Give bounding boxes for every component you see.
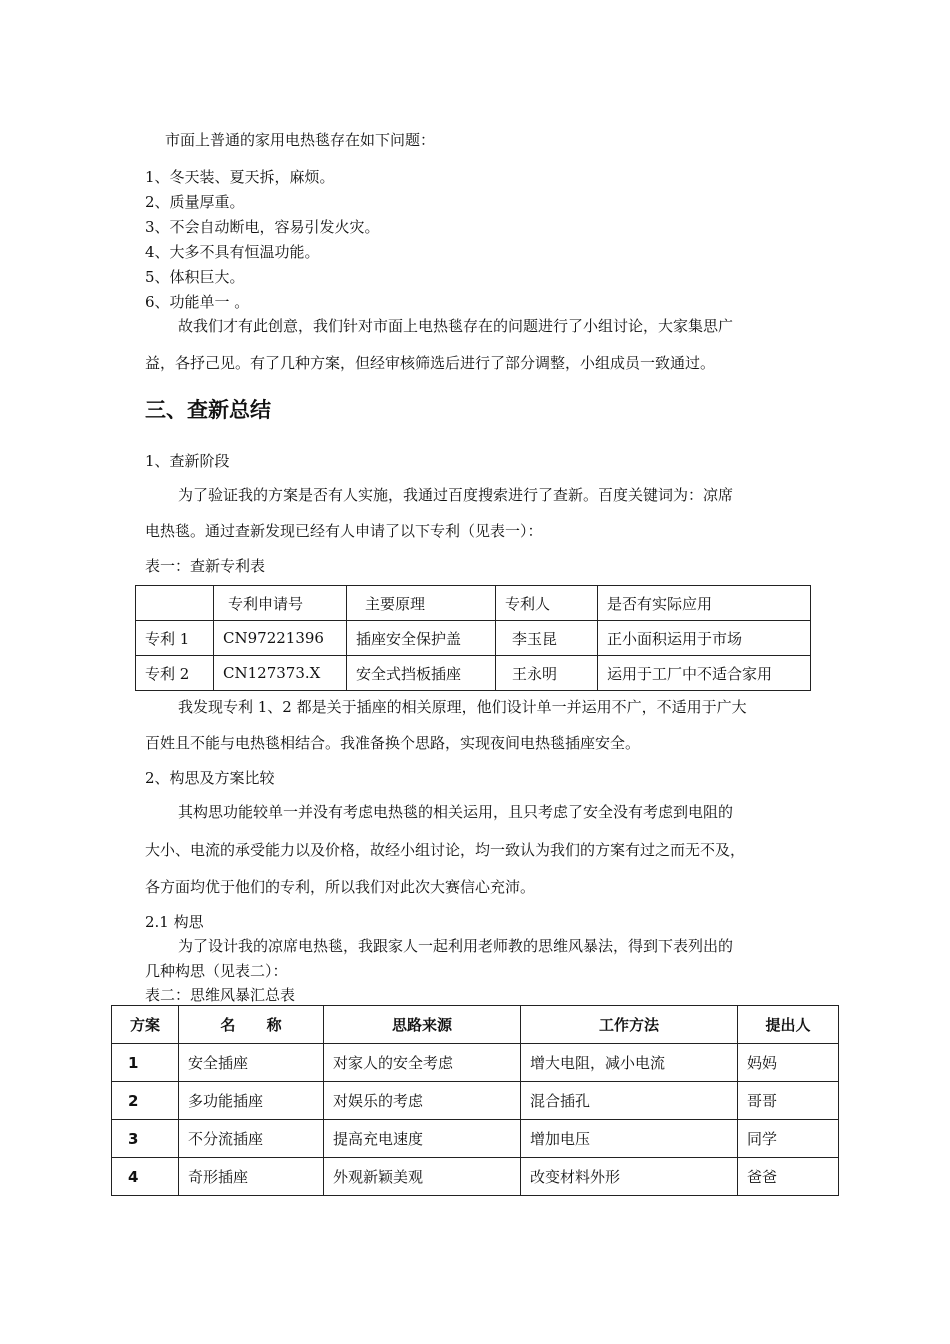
table-cell: 混合插孔 (521, 1082, 738, 1120)
subheading-2-1: 2.1 构思 (145, 913, 204, 931)
problem-3: 3、不会自动断电，容易引发火灾。 (145, 218, 380, 236)
table-cell: CN97221396 (214, 621, 347, 656)
table-2-caption: 表二：思维风暴汇总表 (145, 986, 296, 1004)
table-cell: 不分流插座 (179, 1120, 324, 1158)
paragraph-4-line-1: 其构思功能较单一并没有考虑电热毯的相关运用，且只考虑了安全没有考虑到电阻的 (178, 803, 734, 821)
table-cell: 王永明 (496, 656, 598, 691)
table-cell: 改变材料外形 (521, 1158, 738, 1196)
table-header-cell: 专利申请号 (214, 586, 347, 621)
paragraph-2-line-2: 电热毯。通过查新发现已经有人申请了以下专利（见表一）： (145, 522, 543, 540)
paragraph-2-line-1: 为了验证我的方案是否有人实施，我通过百度搜索进行了查新。百度关键词为：凉席 (178, 486, 734, 504)
table-cell: 安全插座 (179, 1044, 324, 1082)
subheading-1: 1、查新阶段 (145, 452, 230, 470)
paragraph-3-line-2: 百姓且不能与电热毯相结合。我准备换个思路，实现夜间电热毯插座安全。 (145, 734, 641, 752)
table-cell: 专利 1 (136, 621, 214, 656)
table-cell: 妈妈 (738, 1044, 839, 1082)
problem-2: 2、质量厚重。 (145, 193, 245, 211)
table-header-cell: 方案 (112, 1006, 179, 1044)
table-cell: 哥哥 (738, 1082, 839, 1120)
table-header-cell: 工作方法 (521, 1006, 738, 1044)
table-row (136, 656, 811, 691)
table-cell: 李玉昆 (496, 621, 598, 656)
table-row (136, 621, 811, 656)
problem-1: 1、冬天装、夏天拆，麻烦。 (145, 168, 335, 186)
table-cell: 2 (112, 1082, 179, 1120)
intro-text: 市面上普通的家用电热毯存在如下问题： (165, 131, 436, 149)
table-cell: 外观新颖美观 (324, 1158, 521, 1196)
table-cell: 正小面积运用于市场 (598, 621, 811, 656)
table-cell: 增大电阻，减小电流 (521, 1044, 738, 1082)
table-header-cell: 名 称 (179, 1006, 324, 1044)
table-row (112, 1158, 839, 1196)
paragraph-1-line-2: 益，各抒己见。有了几种方案，但经审核筛选后进行了部分调整，小组成员一致通过。 (145, 354, 716, 372)
problem-5: 5、体积巨大。 (145, 268, 245, 286)
table-cell: 安全式挡板插座 (347, 656, 496, 691)
table-cell: 4 (112, 1158, 179, 1196)
table-header-cell (136, 586, 214, 621)
table-cell: 提高充电速度 (324, 1120, 521, 1158)
subheading-2: 2、构思及方案比较 (145, 769, 275, 787)
table-cell: 1 (112, 1044, 179, 1082)
paragraph-4-line-3: 各方面均优于他们的专利，所以我们对此次大赛信心充沛。 (145, 878, 536, 896)
table-cell: 多功能插座 (179, 1082, 324, 1120)
table-header-cell: 专利人 (496, 586, 598, 621)
patent-table (135, 585, 811, 691)
table-cell: 对娱乐的考虑 (324, 1082, 521, 1120)
problem-4: 4、大多不具有恒温功能。 (145, 243, 320, 261)
table-header-row (112, 1006, 839, 1044)
table-row (112, 1044, 839, 1082)
table-cell: 奇形插座 (179, 1158, 324, 1196)
table-header-cell: 是否有实际应用 (598, 586, 811, 621)
paragraph-3-line-1: 我发现专利 1、2 都是关于插座的相关原理，他们设计单一并运用不广，不适用于广大 (178, 698, 747, 716)
paragraph-5-line-1: 为了设计我的凉席电热毯，我跟家人一起利用老师教的思维风暴法，得到下表列出的 (178, 937, 734, 955)
table-cell: 爸爸 (738, 1158, 839, 1196)
table-cell: 增加电压 (521, 1120, 738, 1158)
table-header-row (136, 586, 811, 621)
paragraph-5-line-2: 几种构思（见表二）： (145, 962, 288, 980)
table-cell: 对家人的安全考虑 (324, 1044, 521, 1082)
table-row (112, 1082, 839, 1120)
table-cell: 同学 (738, 1120, 839, 1158)
table-cell: 插座安全保护盖 (347, 621, 496, 656)
table-header-cell: 提出人 (738, 1006, 839, 1044)
table-row (112, 1120, 839, 1158)
brainstorm-table (111, 1005, 839, 1196)
table-header-cell: 思路来源 (324, 1006, 521, 1044)
section-heading: 三、查新总结 (145, 398, 271, 422)
paragraph-1-line-1: 故我们才有此创意，我们针对市面上电热毯存在的问题进行了小组讨论，大家集思广 (178, 317, 734, 335)
table-cell: CN127373.X (214, 656, 347, 691)
table-cell: 3 (112, 1120, 179, 1158)
problem-6: 6、功能单一 。 (145, 293, 250, 311)
table-1-caption: 表一：查新专利表 (145, 557, 266, 575)
table-header-cell: 主要原理 (347, 586, 496, 621)
paragraph-4-line-2: 大小、电流的承受能力以及价格，故经小组讨论，均一致认为我们的方案有过之而无不及， (145, 841, 746, 859)
table-cell: 专利 2 (136, 656, 214, 691)
table-cell: 运用于工厂中不适合家用 (598, 656, 811, 691)
